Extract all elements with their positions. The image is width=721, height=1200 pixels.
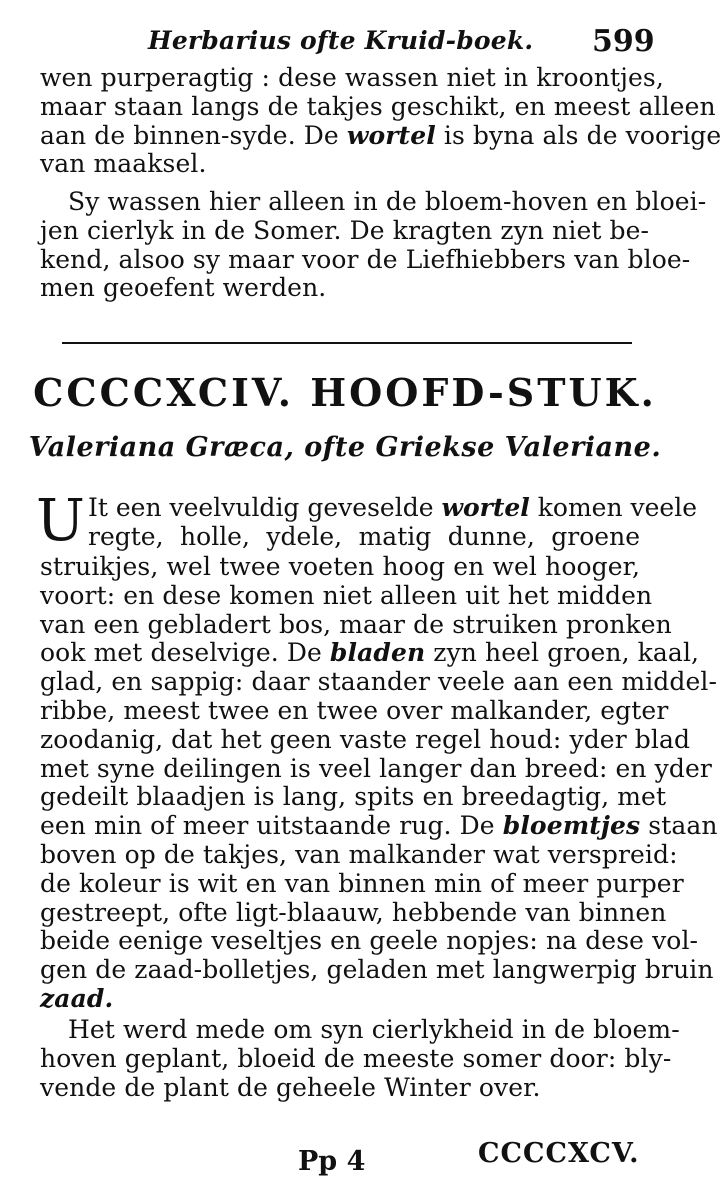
text-line [40,609,672,640]
text-run: zoodanig, dat het geen vaste regel houd: yder blad [40,724,691,754]
text-run: voort: en dese komen niet alleen uit het midden [40,580,653,610]
text-line [40,580,653,611]
text-run: gen de zaad-bolletjes, geladen met langwerpig bruin [40,955,714,985]
text-run: is byna als de voorige [435,120,721,150]
text-run: hoven geplant, bloeid de meeste somer door: bly- [40,1043,672,1073]
text-run: glad, en sappig: daar staander veele aan een middel- [40,667,718,697]
text-line [40,839,678,870]
text-line [88,493,697,523]
text-run: men geoefent werden. [40,273,327,303]
page-footer [0,1138,690,1186]
text-line [40,724,691,755]
text-run: ook met deselvige. De [40,638,330,668]
text-line [40,782,667,812]
catchword: CCCCXCV. [478,1138,640,1169]
text-run: regte, holle, ydele, matig dunne, groene [88,522,640,551]
text-line [40,753,712,784]
text-run: van een gebladert bos, maar de struiken pronken [40,609,672,639]
text-run: komen veele [529,493,697,522]
text-run: ribbe, meest twee en twee over malkander, egter [40,695,669,725]
paragraph-continued [40,63,721,179]
text-run: beide eenige veseltjes en geele nopjes: na dese vol- [40,926,699,956]
text-line [40,215,650,246]
text-run: It een veelvuldig geveselde [88,493,442,522]
keyword: wortel [346,120,436,150]
text-line [40,985,640,1014]
text-line [40,955,714,985]
text-line [40,187,707,217]
text-run: Het werd mede om syn cierlykheid in de bloem- [68,1015,680,1044]
text-line [40,244,691,275]
text-run: kend, alsoo sy maar voor de Liefhiebbers van bloe- [40,244,691,274]
text-run: aan de binnen-syde. De [40,120,347,150]
text-run: staan [640,811,718,841]
text-run: zyn heel groen, kaal, [425,638,700,668]
text-line [40,553,640,582]
text-line [40,1074,640,1103]
text-line [40,63,664,93]
chapter-subtitle: Valeriana Græca, ofte Griekse Valeriane. [28,432,662,463]
text-line [40,868,684,899]
text-run: boven op de takjes, van malkander wat verspreid: [40,839,678,869]
paragraph-description-opening [36,486,697,554]
text-run: gestreept, ofte ligt-blaauw, hebbende van binnen [40,897,667,927]
text-run: wen purperagtig : dese wassen niet in kroontjes, [40,63,664,92]
text-line [40,695,669,726]
running-head [0,22,690,62]
keyword: wortel [441,493,530,522]
paragraph-cultivation [40,187,707,303]
text-line [40,274,640,303]
text-line [40,638,700,668]
text-run: de koleur is wit en van binnen min of meer purper [40,868,684,898]
text-line [40,811,718,841]
text-line [40,120,721,151]
text-line [40,1043,672,1074]
text-line [40,897,667,928]
section-divider [62,342,632,344]
signature-mark: Pp 4 [298,1146,366,1177]
text-line [40,926,699,956]
chapter-heading: CCCCXCIV. HOOFD-STUK. [33,370,657,415]
keyword: zaad. [40,983,114,1013]
text-line [40,667,718,697]
text-run: struikjes, wel twee voeten hoog en wel hooger, [40,552,640,581]
page-number: 599 [592,24,655,59]
keyword: bladen [329,638,426,668]
text-line [88,523,640,552]
text-line [40,91,716,122]
text-line [40,1015,680,1045]
paragraph-use [40,1015,680,1102]
keyword: bloemtjes [502,811,641,841]
running-head-title: Herbarius ofte Kruid-boek. [148,26,534,55]
text-run: gedeilt blaadjen is lang, spits en breedagtig, met [40,782,667,812]
drop-cap: U [36,486,85,554]
text-run: met syne deilingen is veel langer dan breed: en yder [40,753,712,783]
text-run: een min of meer uitstaande rug. De [40,811,503,841]
text-run: vende de plant de geheele Winter over. [40,1072,541,1102]
text-run: maar staan langs de takjes geschikt, en meest alleen [40,91,716,121]
paragraph-description [40,552,718,1014]
text-line [40,150,640,179]
text-run: van maaksel. [40,149,207,179]
text-run: jen cierlyk in de Somer. De kragten zyn niet be- [40,215,650,245]
text-run: Sy wassen hier alleen in de bloem-hoven en bloei- [68,187,707,216]
